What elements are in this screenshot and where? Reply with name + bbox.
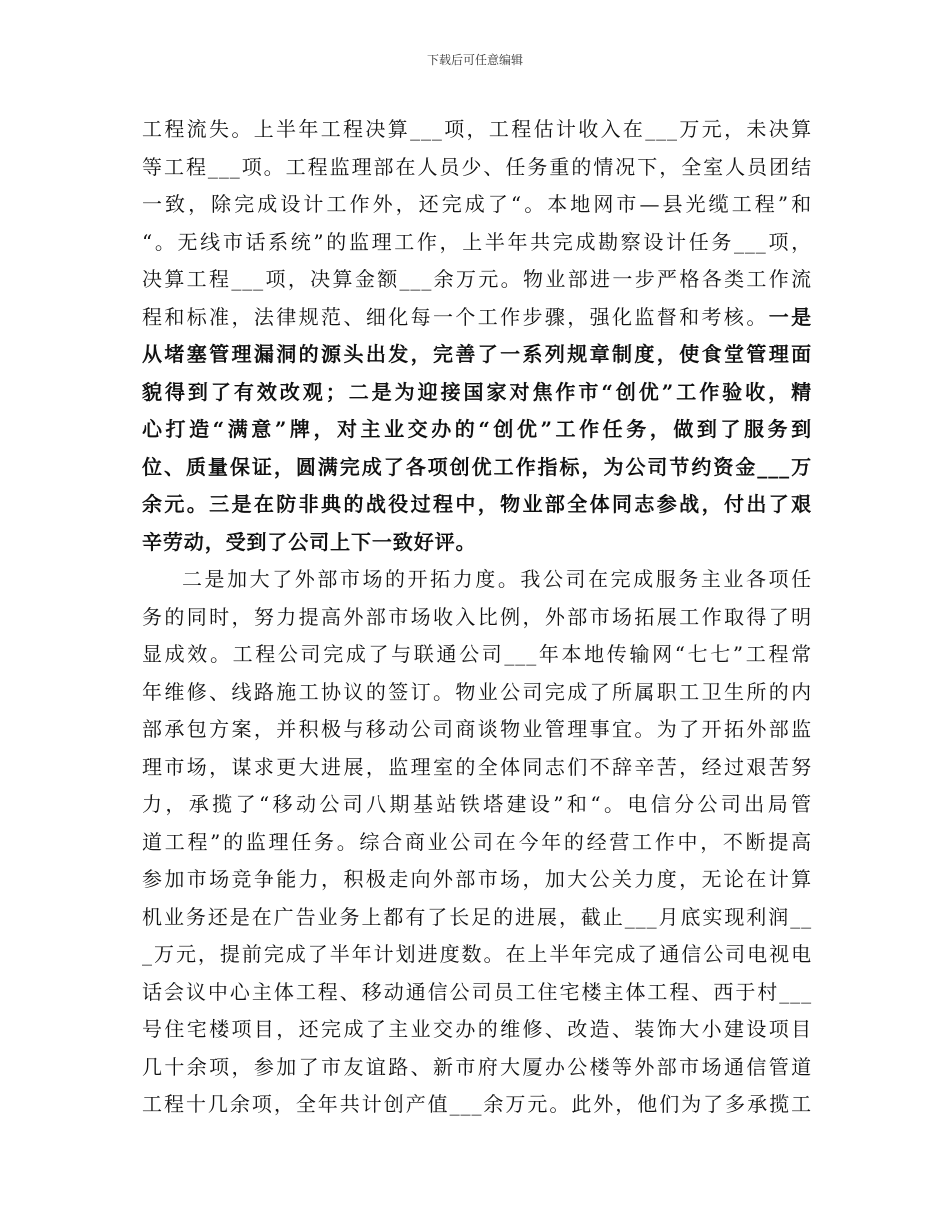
text-line	[142, 861, 812, 899]
text-line	[142, 149, 812, 187]
text-line	[142, 674, 812, 712]
text-segment: 工程十几余项，全年共计创产值___余万元。此外，他们为了多承揽工	[142, 1092, 812, 1116]
text-segment: 显成效。工程公司完成了与联通公司___年本地传输网“七七”工程常	[142, 642, 812, 666]
text-segment: 力，承揽了“移动公司八期基站铁塔建设”和“。电信分公司出局管	[142, 792, 812, 816]
bold-text-segment: 位、质量保证，圆满完成了各项创优工作指标，为公司节约资金___万	[142, 454, 812, 479]
text-segment: 决算工程___项，决算金额___余万元。物业部进一步严格各类工作流	[142, 267, 812, 291]
text-line	[142, 186, 812, 224]
text-segment: 机业务还是在广告业务上都有了长足的进展，截止___月底实现利润__	[142, 904, 812, 929]
text-line	[142, 1011, 812, 1049]
text-line	[142, 1086, 812, 1124]
text-segment: 道工程”的监理任务。综合商业公司在今年的经营工作中，不断提高	[142, 829, 812, 854]
text-line	[142, 224, 812, 262]
text-segment: _万元，提前完成了半年计划进度数。在上半年完成了通信公司电视电	[142, 942, 812, 966]
bold-text-segment: 一是	[768, 304, 812, 329]
document-body	[142, 111, 812, 1124]
text-segment: 理市场，谋求更大进展，监理室的全体同志们不辞辛苦，经过艰苦努	[142, 754, 812, 779]
text-segment: “。无线市话系统”的监理工作，上半年共完成勘察设计任务___项，	[142, 229, 812, 254]
text-line	[142, 449, 812, 487]
text-segment: 部承包方案，并积极与移动公司商谈物业管理事宜。为了开拓外部监	[142, 717, 812, 741]
text-line	[142, 899, 812, 937]
text-line	[142, 599, 812, 637]
text-line	[142, 786, 812, 824]
text-line	[142, 974, 812, 1012]
text-segment: 程和标准，法律规范、细化每一个工作步骤，强化监督和考核。	[142, 304, 769, 329]
bold-text-segment: 辛劳动，受到了公司上下一致好评。	[142, 529, 477, 554]
text-line	[142, 561, 812, 599]
text-segment: 工程流失。上半年工程决算___项，工程估计收入在___万元，未决算	[142, 117, 812, 141]
bold-text-segment: 心打造“满意”牌，对主业交办的“创优”工作任务，做到了服务到	[142, 417, 812, 441]
page-header: 下载后可任意编辑	[426, 53, 523, 67]
text-segment: 等工程___项。工程监理部在人员少、任务重的情况下，全室人员团结	[142, 154, 812, 179]
text-line	[142, 1049, 812, 1087]
text-line	[142, 299, 812, 337]
text-line	[142, 411, 812, 449]
text-line	[142, 711, 812, 749]
text-segment: 参加市场竞争能力，积极走向外部市场，加大公关力度，无论在计算	[142, 867, 812, 891]
text-line	[142, 524, 812, 562]
text-segment: 一致，除完成设计工作外，还完成了“。本地网市—县光缆工程”和	[142, 192, 812, 216]
bold-text-segment: 从堵塞管理漏洞的源头出发，完善了一系列规章制度，使食堂管理面	[142, 342, 812, 366]
text-segment: 二是加大了外部市场的开拓力度。我公司在完成服务主业各项任	[182, 567, 812, 591]
text-line	[142, 936, 812, 974]
text-line	[142, 486, 812, 524]
text-segment: 务的同时，努力提高外部市场收入比例，外部市场拓展工作取得了明	[142, 604, 812, 629]
text-segment: 号住宅楼项目，还完成了主业交办的维修、改造、装饰大小建设项目	[142, 1017, 812, 1041]
text-line	[142, 261, 812, 299]
text-line	[142, 374, 812, 412]
text-line	[142, 336, 812, 374]
text-segment: 几十余项，参加了市友谊路、新市府大厦办公楼等外部市场通信管道	[142, 1054, 812, 1079]
text-line	[142, 749, 812, 787]
text-segment: 话会议中心主体工程、移动通信公司员工住宅楼主体工程、西于村___	[142, 979, 812, 1004]
text-line	[142, 636, 812, 674]
text-segment: 年维修、线路施工协议的签订。物业公司完成了所属职工卫生所的内	[142, 679, 812, 704]
bold-text-segment: 貌得到了有效改观；二是为迎接国家对焦作市“创优”工作验收，精	[142, 379, 812, 404]
text-line	[142, 111, 812, 149]
text-line	[142, 824, 812, 862]
bold-text-segment: 余元。三是在防非典的战役过程中，物业部全体同志参战，付出了艰	[142, 492, 812, 516]
